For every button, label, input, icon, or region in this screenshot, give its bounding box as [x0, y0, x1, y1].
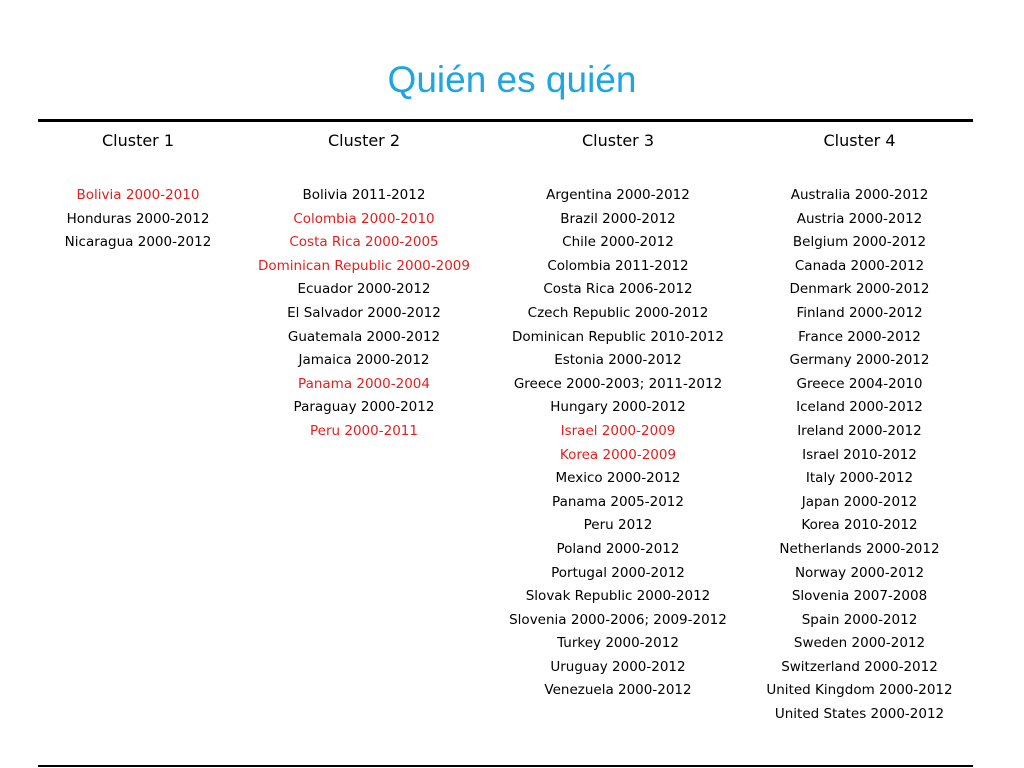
country-period-item: Colombia 2011-2012: [547, 257, 689, 274]
slide-title: Quién es quién: [387, 59, 637, 100]
country-period-item: Slovak Republic 2000-2012: [525, 588, 711, 605]
country-period-item: Belgium 2000-2012: [792, 234, 927, 251]
country-period-item: Portugal 2000-2012: [551, 564, 685, 581]
country-period-item: Ireland 2000-2012: [797, 422, 922, 439]
country-period-item: Paraguay 2000-2012: [293, 399, 435, 416]
country-period-item: Slovenia 2000-2006; 2009-2012: [509, 611, 727, 628]
country-period-item: Sweden 2000-2012: [793, 635, 926, 652]
country-period-item: Japan 2000-2012: [801, 493, 918, 510]
country-period-item: Peru 2000-2011: [310, 422, 418, 439]
country-period-item: Estonia 2000-2012: [554, 352, 682, 369]
country-period-item: Iceland 2000-2012: [796, 399, 923, 416]
country-period-item: Australia 2000-2012: [790, 187, 929, 203]
country-period-item: Israel 2000-2009: [560, 422, 676, 439]
cluster-header: Cluster 1: [101, 131, 175, 150]
cluster-column-4: [746, 122, 973, 727]
country-period-item: Norway 2000-2012: [794, 564, 925, 581]
country-period-item: France 2000-2012: [798, 328, 921, 345]
country-period-item: Poland 2000-2012: [556, 540, 680, 557]
country-period-item: Korea 2010-2012: [801, 517, 918, 534]
country-period-item: Italy 2000-2012: [805, 470, 914, 487]
country-period-item: Panama 2000-2004: [298, 375, 430, 392]
country-period-item: Switzerland 2000-2012: [781, 658, 938, 675]
country-period-item: Israel 2010-2012: [802, 446, 917, 463]
country-period-item: Costa Rica 2000-2005: [289, 234, 439, 251]
country-period-item: Bolivia 2000-2010: [76, 187, 200, 203]
cluster-header: Cluster 4: [823, 131, 896, 150]
cluster-header: Cluster 2: [327, 131, 401, 150]
country-period-item: Costa Rica 2006-2012: [543, 281, 693, 298]
country-period-item: Venezuela 2000-2012: [544, 682, 692, 699]
country-period-item: Slovenia 2007-2008: [791, 588, 928, 605]
cluster-table: [38, 122, 973, 727]
country-period-item: Greece 2004-2010: [796, 375, 923, 392]
country-period-item: Nicaragua 2000-2012: [64, 234, 212, 251]
country-period-item: Ecuador 2000-2012: [297, 281, 431, 298]
country-period-item: Finland 2000-2012: [796, 304, 923, 321]
country-period-item: Guatemala 2000-2012: [287, 328, 441, 345]
country-period-item: Panama 2005-2012: [552, 493, 684, 510]
cluster-column-1: [38, 122, 238, 727]
country-period-item: Dominican Republic 2000-2009: [258, 257, 470, 274]
cluster-header: Cluster 3: [581, 131, 655, 150]
country-period-item: Brazil 2000-2012: [560, 210, 676, 227]
country-period-item: Hungary 2000-2012: [550, 399, 686, 416]
country-period-item: Dominican Republic 2010-2012: [512, 328, 724, 345]
country-period-item: Germany 2000-2012: [789, 352, 930, 369]
country-period-item: Turkey 2000-2012: [557, 635, 679, 652]
country-period-item: United Kingdom 2000-2012: [766, 682, 953, 699]
country-period-item: Bolivia 2011-2012: [302, 187, 426, 203]
country-period-item: Netherlands 2000-2012: [779, 540, 940, 557]
country-period-item: Peru 2012: [583, 517, 653, 534]
country-period-item: Czech Republic 2000-2012: [527, 304, 709, 321]
country-period-item: Chile 2000-2012: [562, 234, 674, 251]
country-period-item: Austria 2000-2012: [796, 210, 923, 227]
country-period-item: Canada 2000-2012: [794, 257, 925, 274]
cluster-column-3: [490, 122, 746, 727]
bottom-divider: [38, 765, 973, 767]
country-period-item: Uruguay 2000-2012: [550, 658, 686, 675]
country-period-item: Greece 2000-2003; 2011-2012: [513, 375, 723, 392]
country-period-item: Denmark 2000-2012: [789, 281, 930, 298]
country-period-item: Mexico 2000-2012: [555, 470, 681, 487]
country-period-item: Spain 2000-2012: [801, 611, 918, 628]
country-period-item: United States 2000-2012: [774, 706, 945, 723]
cluster-column-2: [238, 122, 490, 727]
country-period-item: Colombia 2000-2010: [293, 210, 435, 227]
country-period-item: Argentina 2000-2012: [546, 187, 690, 203]
country-period-item: El Salvador 2000-2012: [287, 304, 441, 321]
country-period-item: Jamaica 2000-2012: [298, 352, 430, 369]
country-period-item: Korea 2000-2009: [559, 446, 677, 463]
country-period-item: Honduras 2000-2012: [66, 210, 210, 227]
